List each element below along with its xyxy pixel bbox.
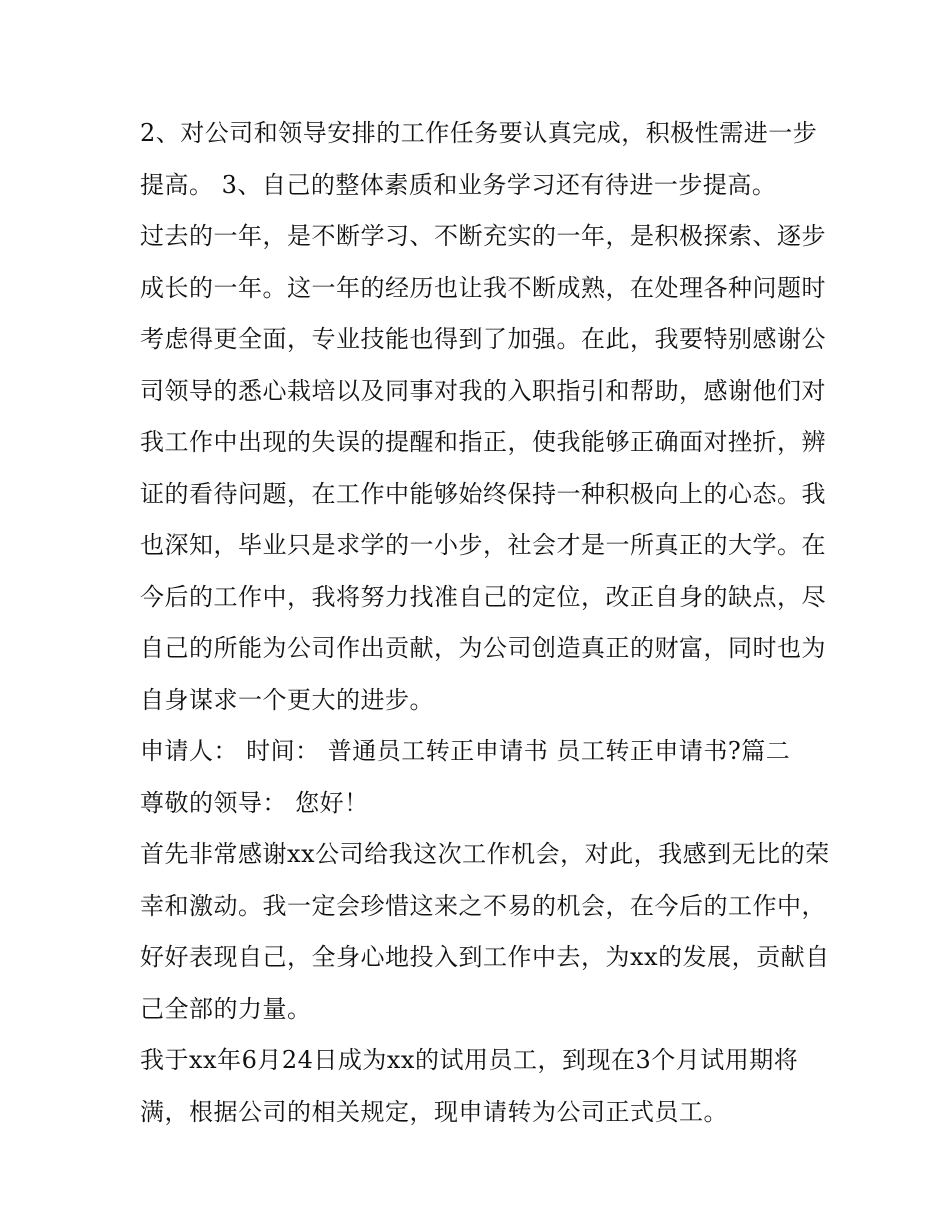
paragraph-year-review: 过去的一年，是不断学习、不断充实的一年，是积极探索、逐步成长的一年。这一年的经历也让我不断成熟，在处理各种问题时考虑得更全面，专业技能也得到了加强。在此，我要特别感谢公司领导的悉心栽培以及同事对我的入职指引和帮助，感谢他们对我工作中出现的失误的提醒和指正，使我能够正确面对挫折，辨证的看待问题，在工作中能够始终保持一种积极向上的心态。我也深知，毕业只是求学的一小步，社会才是一所真正的大学。在今后的工作中，我将努力找准自己的定位，改正自身的缺点，尽自己的所能为公司作出贡献，为公司创造真正的财富，同时也为自身谋求一个更大的进步。 — [140, 222, 826, 714]
paragraph-gratitude: 首先非常感谢xx公司给我这次工作机会，对此，我感到无比的荣幸和激动。我一定会珍惜这来之不易的机会，在今后的工作中，好好表现自己，全身心地投入到工作中去，为xx的发展，贡献自己全部的力量。 — [140, 840, 830, 1023]
paragraph-probation-request: 我于xx年6月24日成为xx的试用员工，到现在3个月试用期将满，根据公司的相关规定，现申请转为公司正式员工。 — [140, 1046, 799, 1126]
paragraph-work-improvement: 2、对公司和领导安排的工作任务要认真完成，积极性需进一步提高。 3、自己的整体素质和业务学习还有待进一步提高。 — [140, 119, 818, 199]
paragraph-applicant-signature: 申请人： 时间： 普通员工转正申请书 员工转正申请书?篇二 — [140, 737, 791, 765]
document-body — [140, 108, 830, 1138]
paragraph-salutation: 尊敬的领导： 您好！ — [140, 788, 369, 817]
